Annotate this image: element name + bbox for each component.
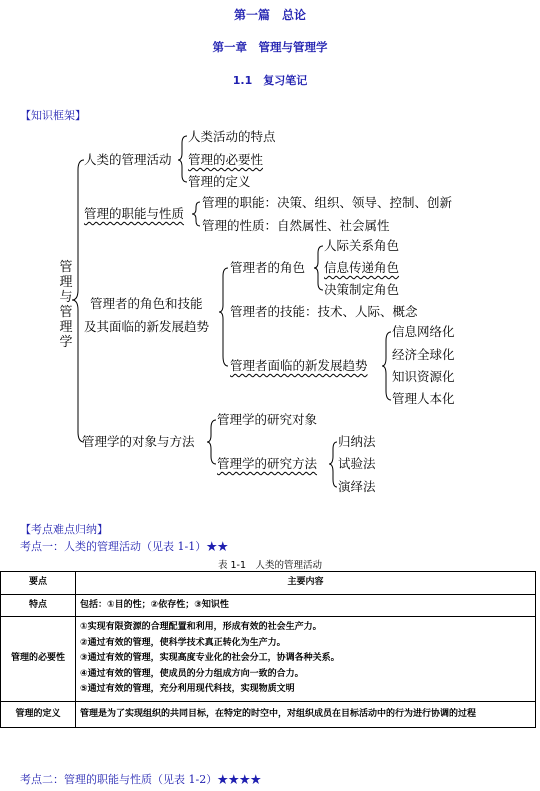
row-content: 包括：①目的性；②依存性；③知识性 xyxy=(76,594,536,617)
table-caption: 表 1-1 人类的管理活动 xyxy=(217,560,323,571)
row-key: 管理的必要性 xyxy=(1,617,76,702)
header-key: 要点 xyxy=(1,572,76,595)
node-trend-network: 信息网络化 xyxy=(392,324,455,339)
node-trend-knowledge: 知识资源化 xyxy=(392,369,455,384)
node-manager-trends: 管理者面临的新发展趋势 xyxy=(230,358,368,373)
node-method-deduction: 演绎法 xyxy=(338,479,376,494)
node-method-experiment: 试验法 xyxy=(338,456,376,471)
node-manager-line2: 及其面临的新发展趋势 xyxy=(84,319,210,334)
node-nature: 管理的性质：自然属性、社会属性 xyxy=(202,218,390,233)
key-point-1: 考点一：人类的管理活动（见表 1-1）★★ xyxy=(20,540,229,553)
node-method-induction: 归纳法 xyxy=(338,434,376,449)
section-title: 1.1 复习笔记 xyxy=(232,74,308,87)
node-functions: 管理的职能：决策、组织、领导、控制、创新 xyxy=(202,195,453,210)
node-functions-nature: 管理的职能与性质 xyxy=(84,206,185,221)
header-content: 主要内容 xyxy=(76,572,536,595)
node-manager-line1: 管理者的角色和技能 xyxy=(90,296,203,311)
node-trend-humanistic: 管理人本化 xyxy=(392,391,455,406)
node-human-management: 人类的管理活动 xyxy=(84,152,172,167)
star-rating: ★★ xyxy=(206,540,229,553)
node-necessity: 管理的必要性 xyxy=(188,152,264,167)
node-research-object: 管理学的研究对象 xyxy=(217,412,318,427)
framework-label: 【知识框架】 xyxy=(20,109,86,122)
node-role-decision: 决策制定角色 xyxy=(324,282,400,297)
node-research-method: 管理学的研究方法 xyxy=(217,456,318,471)
table-row xyxy=(1,701,536,728)
difficulty-label: 【考点难点归纳】 xyxy=(20,523,108,536)
row-key: 管理的定义 xyxy=(1,701,76,728)
node-role-interpersonal: 人际关系角色 xyxy=(324,238,400,253)
node-manager-roles: 管理者的角色 xyxy=(230,260,306,275)
row-content: ①实现有限资源的合理配置和利用，形成有效的社会生产力。 ②通过有效的管理，使科学技术真正转化为生产力。 ③通过有效的管理，实现高度专业化的社会分工，协调各种关系。 ④通过有效的管理，使成员的分力组成方向一致的合力。 ⑤通过有效的管理，充分利用现代科技，实现物质文明 xyxy=(76,617,536,702)
table-row xyxy=(1,594,536,617)
node-activity-features: 人类活动的特点 xyxy=(188,129,276,144)
row-key: 特点 xyxy=(1,594,76,617)
mindmap-root: 管 理 与 管 理 学 xyxy=(59,260,73,350)
node-trend-global: 经济全球化 xyxy=(392,347,455,362)
node-definition: 管理的定义 xyxy=(188,174,251,189)
table-row xyxy=(1,617,536,702)
node-object-method: 管理学的对象与方法 xyxy=(82,434,195,449)
node-role-information: 信息传递角色 xyxy=(324,260,400,275)
star-rating: ★★★★ xyxy=(217,773,262,786)
chapter-title: 第一章 管理与管理学 xyxy=(212,40,328,54)
management-activity-table xyxy=(0,571,536,728)
row-content: 管理是为了实现组织的共同目标，在特定的时空中，对组织成员在目标活动中的行为进行协调的过程 xyxy=(76,701,536,728)
table-header-row xyxy=(1,572,536,595)
part-title: 第一篇 总论 xyxy=(233,8,306,22)
key-point-2: 考点二：管理的职能与性质（见表 1-2）★★★★ xyxy=(20,773,262,786)
node-manager-skills: 管理者的技能：技术、人际、概念 xyxy=(230,304,418,319)
